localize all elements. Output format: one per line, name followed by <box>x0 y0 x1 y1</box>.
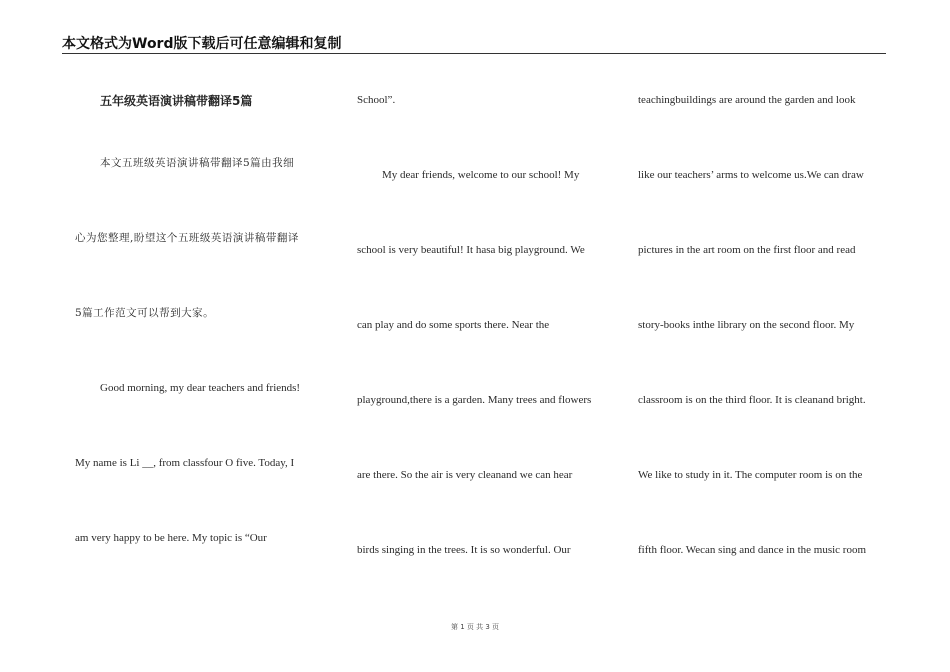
document-title: 五年级英语演讲稿带翻译5篇 <box>100 94 253 108</box>
page-number-footer: 第 1 页 共 3 页 <box>450 623 500 631</box>
page-header-title: 本文格式为Word版下载后可任意编辑和复制 <box>62 36 342 52</box>
paragraph-line: School”. <box>357 94 396 106</box>
paragraph-line: fifth floor. Wecan sing and dance in the music room <box>638 544 867 556</box>
paragraph-line: My name is Li __, from classfour O five. Today, I <box>75 457 295 469</box>
paragraph-line: story-books inthe library on the second floor. My <box>638 319 855 331</box>
paragraph-line: school is very beautiful! It hasa big playground. We <box>357 244 585 256</box>
paragraph-line: like our teachers’ arms to welcome us.We can draw <box>638 169 864 181</box>
paragraph-line: My dear friends, welcome to our school! My <box>382 169 580 181</box>
paragraph-line: are there. So the air is very cleanand we can hear <box>357 469 573 481</box>
paragraph-line: am very happy to be here. My topic is “Our <box>75 532 267 544</box>
paragraph-line: 心为您整理,盼望这个五班级英语演讲稿带翻译 <box>75 232 299 244</box>
paragraph-line: playground,there is a garden. Many trees and flowers <box>357 394 592 406</box>
paragraph-line: pictures in the art room on the first floor and read <box>638 244 856 256</box>
paragraph-line: Good morning, my dear teachers and friends! <box>100 382 301 394</box>
paragraph-line: teachingbuildings are around the garden and look <box>638 94 856 106</box>
paragraph-line: birds singing in the trees. It is so wonderful. Our <box>357 544 571 556</box>
paragraph-line: 本文五班级英语演讲稿带翻译5篇由我细 <box>100 157 295 169</box>
header-divider <box>62 53 886 54</box>
paragraph-line: 5篇工作范文可以帮到大家。 <box>75 307 215 319</box>
paragraph-line: We like to study in it. The computer room is on the <box>638 469 863 481</box>
paragraph-line: can play and do some sports there. Near the <box>357 319 550 331</box>
paragraph-line: classroom is on the third floor. It is cleanand bright. <box>638 394 866 406</box>
